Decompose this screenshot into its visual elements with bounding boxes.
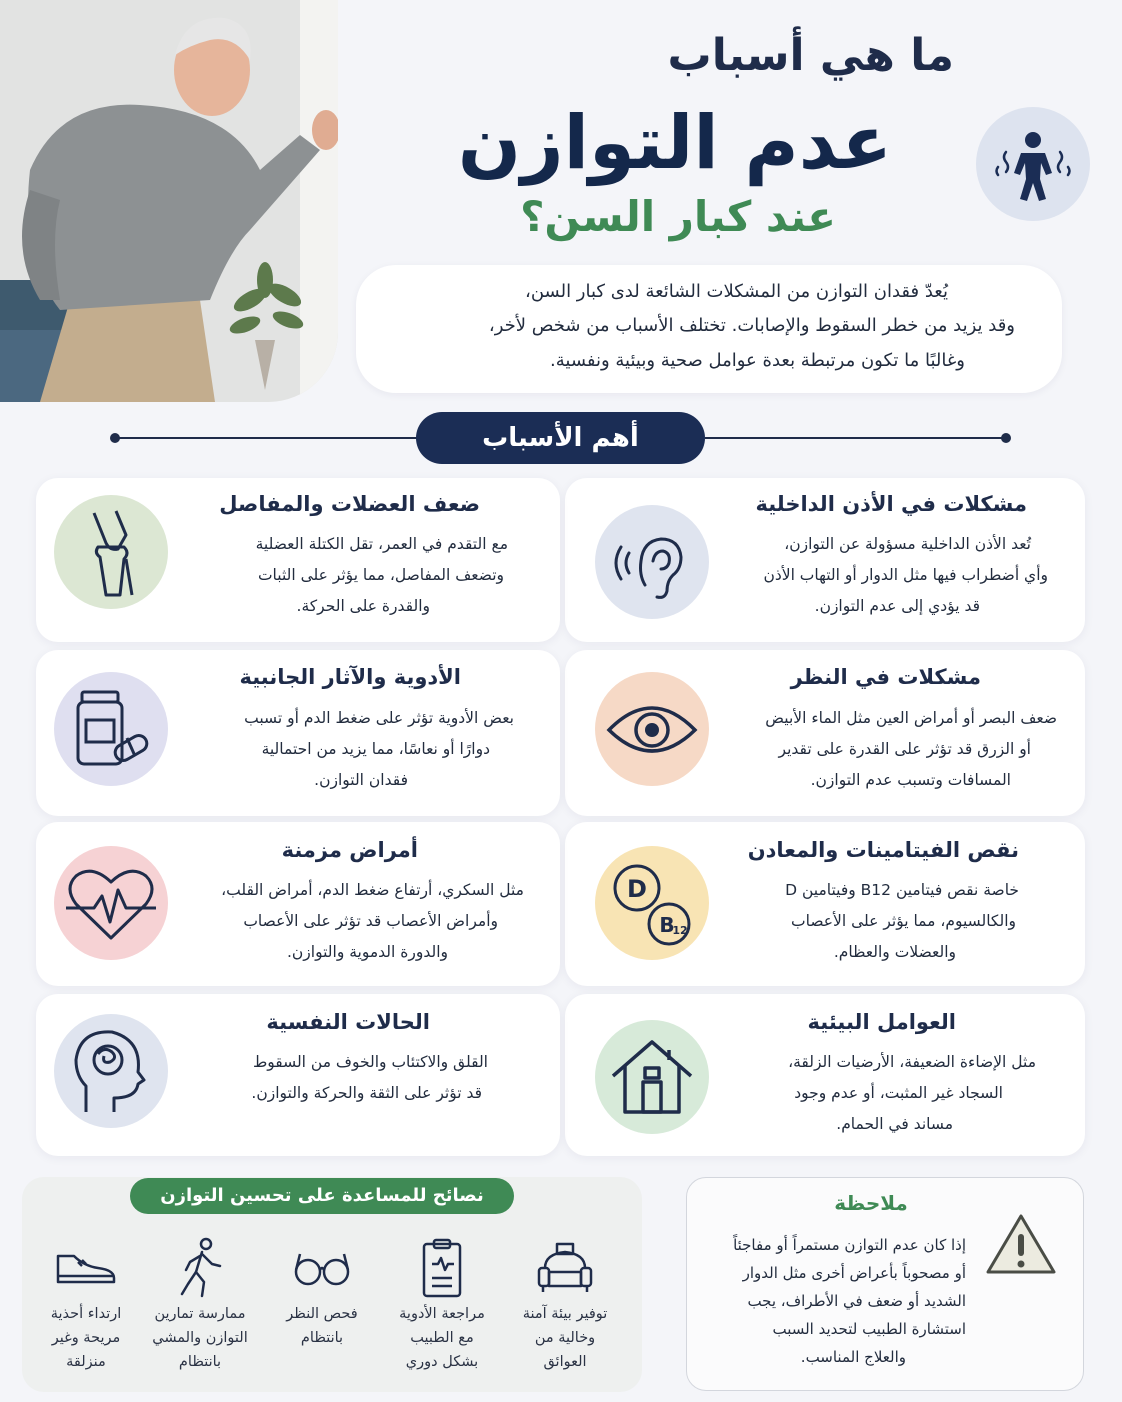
intro-line-2: وقد يزيد من خطر السقوط والإصابات. تختلف الأسباب من شخص لأخر، [488, 315, 1015, 336]
house-icon [595, 1020, 709, 1134]
cause-line: فقدان التوازن. [314, 771, 408, 789]
tips-title: نصائح للمساعدة على تحسين التوازن [130, 1178, 514, 1214]
tip-line: مراجعة الأدوية [399, 1306, 485, 1322]
cause-line: دوارًا أو نعاسًا، مما يزيد من احتمالية [261, 740, 490, 758]
note-title: ملاحظة [834, 1191, 908, 1215]
cause-line: وأي أضطراب فيها مثل الدوار أو التهاب الأذن [763, 566, 1048, 584]
eye-icon [595, 672, 709, 786]
hero-photo [0, 0, 338, 402]
tip-line: توفير بيئة آمنة [522, 1306, 608, 1322]
title-line-1: ما هي أسباب [667, 30, 954, 81]
clipboard-icon [412, 1236, 472, 1300]
svg-text:12: 12 [672, 924, 688, 937]
pill-bottle-icon [54, 672, 168, 786]
tip-line: فحص النظر [286, 1306, 358, 1322]
note-line: أو مصحوباً بأعراض أخرى مثل الدوار [742, 1264, 966, 1282]
walking-person-icon [172, 1236, 232, 1300]
note-line: إذا كان عدم التوازن مستمراً أو مفاجئاً [733, 1236, 966, 1254]
tip-line: العوائق [543, 1354, 587, 1370]
cause-line: بعض الأدوية تؤثر على ضغط الدم أو تسبب [244, 709, 514, 727]
warning-icon [984, 1212, 1058, 1278]
tip-line: مريحة وغير [51, 1330, 121, 1346]
tip-line: بانتظام [300, 1330, 344, 1346]
ear-icon [595, 505, 709, 619]
cause-line: مساند في الحمام. [836, 1115, 953, 1133]
svg-text:D: D [627, 875, 647, 903]
cause-line: والدورة الدموية والتوازن. [287, 943, 448, 961]
tip-line: ارتداء أحذية [50, 1306, 122, 1322]
tip-line: منزلقة [66, 1354, 106, 1370]
cause-title-psych: الحالات النفسية [266, 1010, 430, 1034]
section-title: أهم الأسباب [416, 412, 705, 464]
cause-line: والقدرة على الحركة. [296, 597, 430, 615]
tip-line: وخالية من [534, 1330, 596, 1346]
knee-joint-icon [54, 495, 168, 609]
svg-text:B: B [659, 913, 675, 937]
tip-line: التوازن والمشي [152, 1330, 248, 1346]
title-line-2: عدم التوازن [457, 100, 892, 186]
title-line-3: عند كبار السن؟ [520, 192, 836, 241]
heart-pulse-icon [54, 846, 168, 960]
tip-line: بشكل دوري [405, 1354, 479, 1370]
divider-line-right [705, 437, 1005, 439]
cause-line: خاصة نقص فيتامين B12 وفيتامين D [785, 881, 1019, 899]
cause-title-vision: مشكلات في النظر [790, 665, 981, 689]
cause-title-inner-ear: مشكلات في الأذن الداخلية [755, 492, 1027, 516]
cause-line: والكالسيوم، مما يؤثر على الأعصاب [791, 912, 1016, 930]
cause-title-medications: الأدوية والآثار الجانبية [239, 665, 461, 689]
note-line: والعلاج المناسب. [800, 1348, 906, 1366]
tip-line: مع الطبيب [410, 1330, 474, 1346]
cause-title-muscles: ضعف العضلات والمفاصل [219, 492, 480, 516]
cause-title-vitamins: نقص الفيتامينات والمعادن [747, 838, 1019, 862]
cause-line: مثل السكري، أرتفاع ضغط الدم، أمراض القلب، [221, 881, 524, 899]
divider-line-left [115, 437, 417, 439]
cause-line: أو الزرق قد تؤثر على القدرة على تقدير [778, 740, 1031, 758]
note-line: استشارة الطبيب لتحديد السبب [772, 1320, 966, 1338]
cause-line: مثل الإضاءة الضعيفة، الأرضيات الزلقة، [788, 1053, 1036, 1071]
glasses-icon [290, 1246, 354, 1290]
cause-line: تُعد الأذن الداخلية مسؤولة عن التوازن، [784, 535, 1031, 553]
cause-line: المسافات وتسبب عدم التوازن. [810, 771, 1011, 789]
cause-line: قد تؤثر على الثقة والحركة والتوازن. [251, 1084, 482, 1102]
intro-line-3: وغالبًا ما تكون مرتبطة بعدة عوامل صحية وبيئية ونفسية. [550, 350, 965, 371]
head-mind-icon [54, 1014, 168, 1128]
cause-line: القلق والاكتئاب والخوف من السقوط [252, 1053, 488, 1071]
divider-dot-right [1001, 433, 1011, 443]
vitamin-d-b12-icon [595, 846, 709, 960]
cause-line: وأمراض الأعصاب قد تؤثر على الأعصاب [243, 912, 498, 930]
unsteady-person-icon [976, 107, 1090, 221]
tip-line: بانتظام [178, 1354, 222, 1370]
intro-line-1: يُعدّ فقدان التوازن من المشكلات الشائعة لدى كبار السن، [525, 281, 948, 302]
cause-line: السجاد غير المثبت، أو عدم وجود [794, 1084, 1003, 1102]
cause-title-chronic: أمراض مزمنة [281, 838, 418, 862]
sofa-icon [535, 1238, 595, 1298]
cause-line: وتضعف المفاصل، مما يؤثر على الثبات [257, 566, 504, 584]
cause-title-environment: العوامل البيئية [807, 1010, 956, 1034]
tip-line: ممارسة تمارين [154, 1306, 246, 1322]
cause-line: قد يؤدي إلى عدم التوازن. [814, 597, 980, 615]
shoe-icon [54, 1248, 118, 1288]
cause-line: مع التقدم في العمر، تقل الكتلة العضلية [255, 535, 508, 553]
note-line: الشديد أو ضعف في الأطراف، يجب [747, 1292, 966, 1310]
cause-line: ضعف البصر أو أمراض العين مثل الماء الأبيض [765, 709, 1057, 727]
cause-line: والعضلات والعظام. [833, 943, 956, 961]
